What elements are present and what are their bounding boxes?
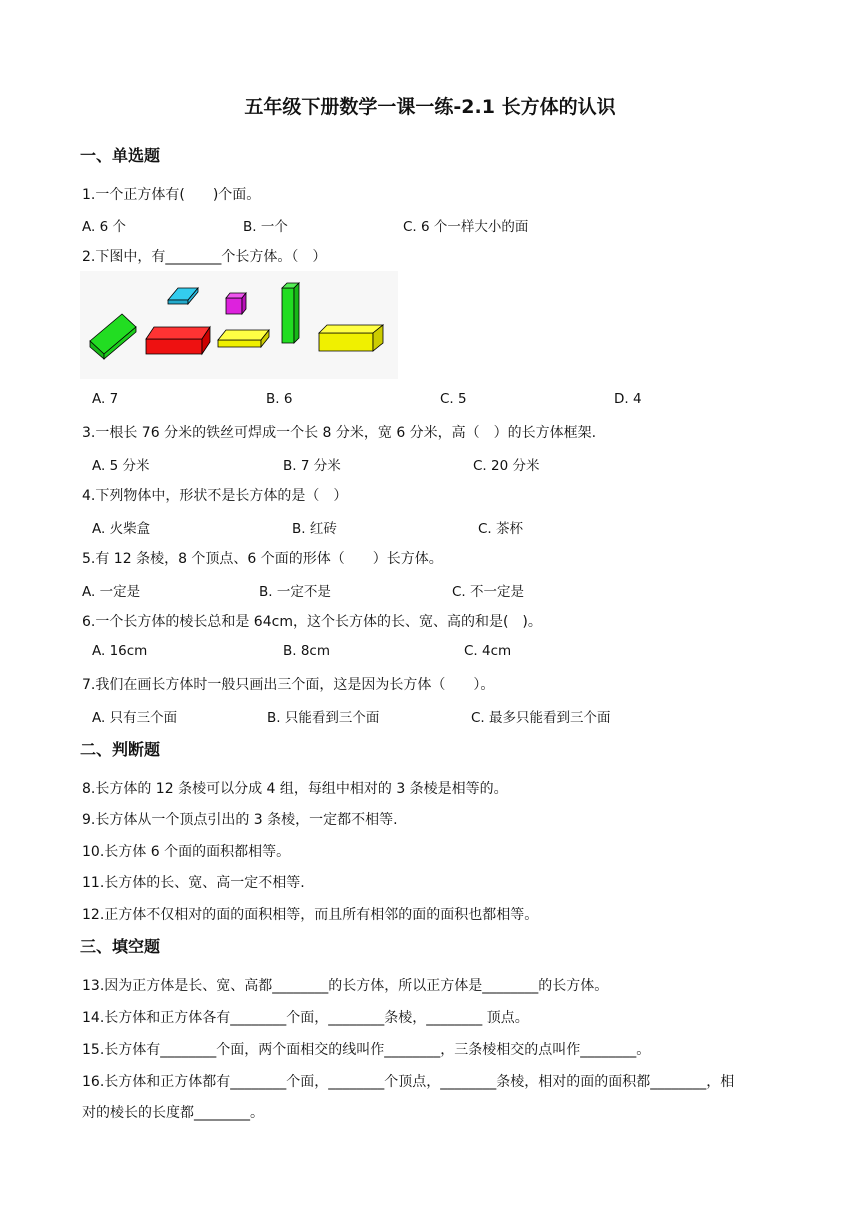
red-block-cuboid xyxy=(146,327,210,354)
q2-option-d: D. 4 xyxy=(614,391,642,407)
section-heading-single-choice: 一、单选题 xyxy=(80,146,161,165)
q2-option-c: C. 5 xyxy=(440,391,467,407)
q3-option-a: A. 5 分米 xyxy=(92,458,150,474)
yellow-slab-cuboid xyxy=(218,330,269,347)
question-9: 9.长方体从一个顶点引出的 3 条棱，一定都不相等. xyxy=(82,812,398,828)
q6-option-c: C. 4cm xyxy=(464,643,512,659)
q2-option-a: A. 7 xyxy=(92,391,119,407)
q5-option-a: A. 一定是 xyxy=(82,584,141,600)
q7-option-b: B. 只能看到三个面 xyxy=(267,710,380,726)
green-tall-cuboid xyxy=(282,283,299,343)
section-heading-true-false: 二、判断题 xyxy=(80,740,161,759)
q6-option-a: A. 16cm xyxy=(92,643,148,659)
question-16-line-2: 对的棱长的长度都________。 xyxy=(82,1105,264,1121)
q3-option-b: B. 7 分米 xyxy=(283,458,341,474)
question-15: 15.长方体有________个面，两个面相交的线叫作________，三条棱相交的点叫作________。 xyxy=(82,1042,651,1058)
question-13: 13.因为正方体是长、宽、高都________的长方体，所以正方体是________的长方体。 xyxy=(82,978,609,994)
question-4: 4.下列物体中，形状不是长方体的是（ ） xyxy=(82,488,348,504)
q1-option-c: C. 6 个一样大小的面 xyxy=(403,219,529,235)
q1-option-b: B. 一个 xyxy=(243,219,288,235)
q4-option-a: A. 火柴盒 xyxy=(92,521,151,537)
question-1: 1.一个正方体有( )个面。 xyxy=(82,187,261,203)
question-2: 2.下图中，有________个长方体。（ ） xyxy=(82,249,327,265)
q3-option-c: C. 20 分米 xyxy=(473,458,540,474)
question-12: 12.正方体不仅相对的面的面积相等，而且所有相邻的面的面积也都相等。 xyxy=(82,907,539,923)
question-5: 5.有 12 条棱，8 个顶点、6 个面的形体（ ）长方体。 xyxy=(82,551,443,567)
q6-option-b: B. 8cm xyxy=(283,643,331,659)
question-6: 6.一个长方体的棱长总和是 64cm，这个长方体的长、宽、高的和是( )。 xyxy=(82,614,542,630)
q4-option-c: C. 茶杯 xyxy=(478,521,524,537)
q2-option-b: B. 6 xyxy=(266,391,293,407)
question-10: 10.长方体 6 个面的面积都相等。 xyxy=(82,844,291,860)
magenta-cube xyxy=(226,293,246,314)
question-3: 3.一根长 76 分米的铁丝可焊成一个长 8 分米，宽 6 分米，高（ ）的长方体框架. xyxy=(82,425,597,441)
question-8: 8.长方体的 12 条棱可以分成 4 组，每组中相对的 3 条棱是相等的。 xyxy=(82,781,508,797)
q1-option-a: A. 6 个 xyxy=(82,219,126,235)
question-14: 14.长方体和正方体各有________个面，________条棱，________ 顶点。 xyxy=(82,1010,529,1026)
page-title: 五年级下册数学一课一练-2.1 长方体的认识 xyxy=(244,96,616,118)
q5-option-c: C. 不一定是 xyxy=(452,584,525,600)
q7-option-c: C. 最多只能看到三个面 xyxy=(471,710,611,726)
cuboids-figure xyxy=(80,271,398,379)
yellow-block-cuboid xyxy=(319,325,383,351)
question-7: 7.我们在画长方体时一般只画出三个面，这是因为长方体（ ）。 xyxy=(82,677,495,693)
question-16-line-1: 16.长方体和正方体都有________个面，________个顶点，________条棱，相对的面的面积都________，相 xyxy=(82,1074,735,1090)
q5-option-b: B. 一定不是 xyxy=(259,584,331,600)
q4-option-b: B. 红砖 xyxy=(292,521,337,537)
question-11: 11.长方体的长、宽、高一定不相等. xyxy=(82,875,305,891)
section-heading-fill-blank: 三、填空题 xyxy=(80,937,161,956)
q7-option-a: A. 只有三个面 xyxy=(92,710,178,726)
